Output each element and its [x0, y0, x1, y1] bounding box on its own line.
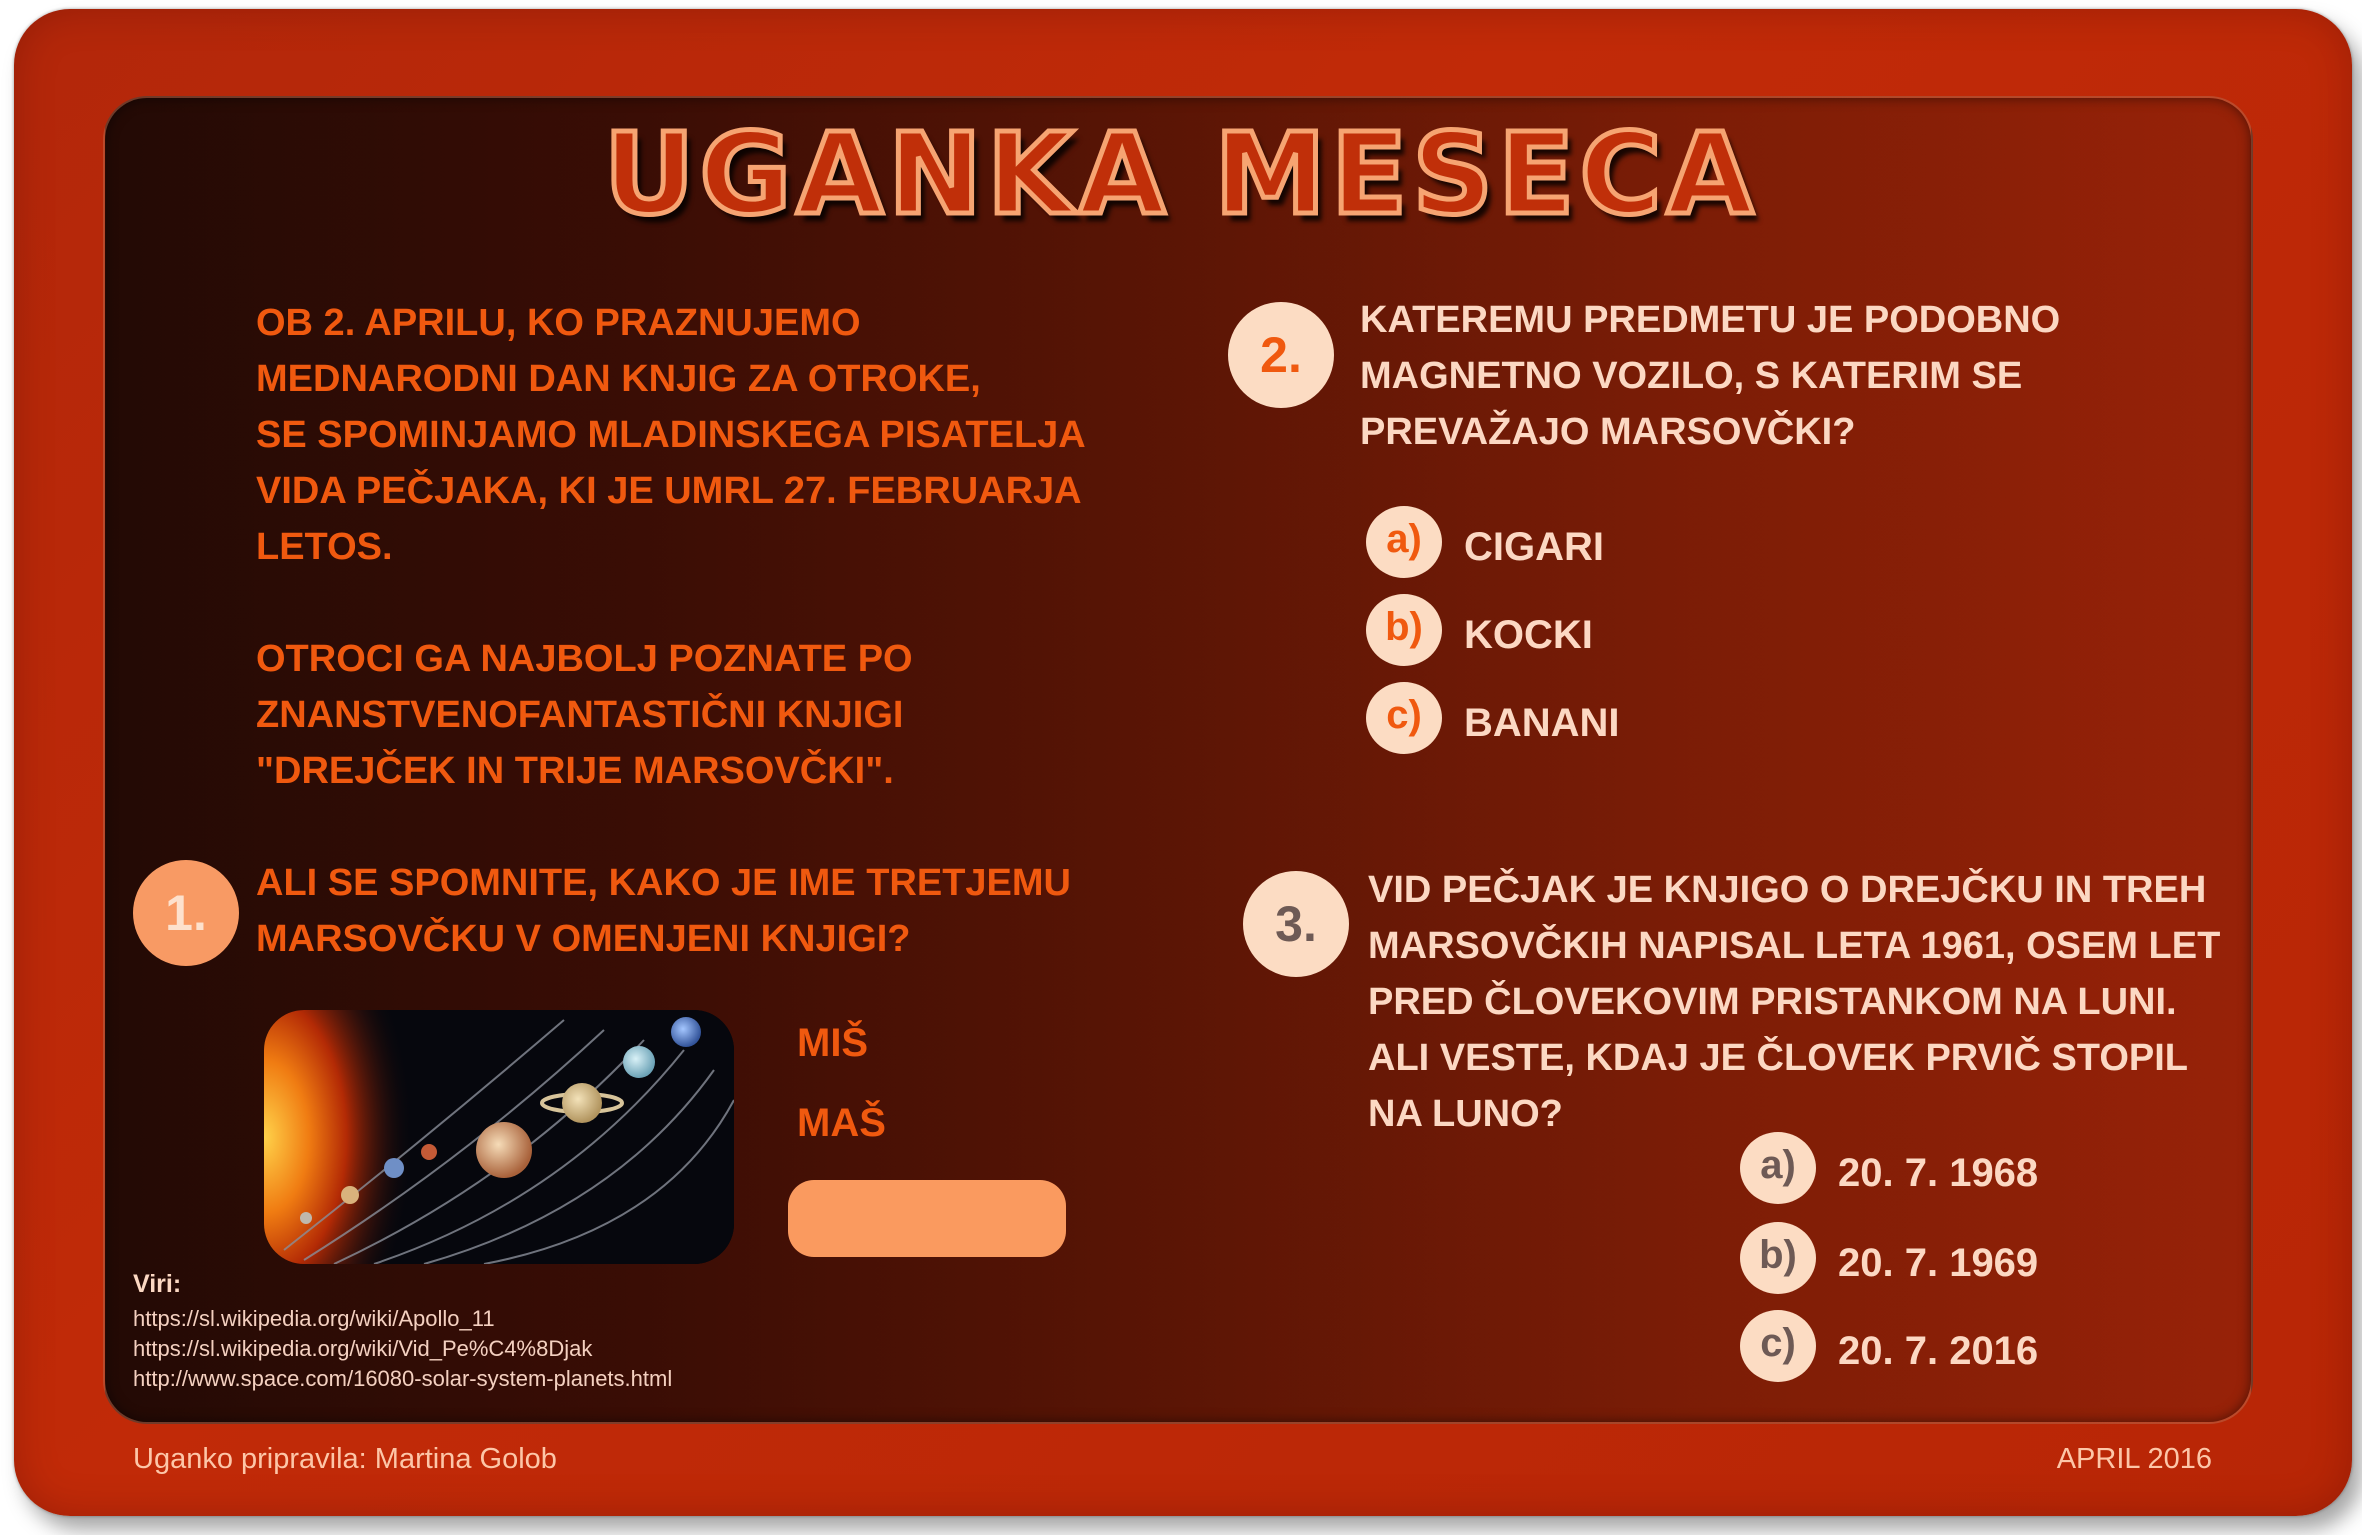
question-2-line: MAGNETNO VOZILO, S KATERIM SE — [1360, 355, 2023, 397]
option-c-badge: c) — [1740, 1310, 1816, 1382]
option-b-label: KOCKI — [1464, 613, 1593, 657]
intro-line: MEDNARODNI DAN KNJIG ZA OTROKE, — [256, 358, 981, 400]
question-2-line: PREVAŽAJO MARSOVČKI? — [1360, 411, 1856, 453]
sources-heading: Viri: — [133, 1270, 182, 1298]
question-2-line: KATEREMU PREDMETU JE PODOBNO — [1360, 299, 2061, 341]
source-link[interactable]: http://www.space.com/16080-solar-system-planets.html — [133, 1366, 673, 1391]
option-a-label: CIGARI — [1464, 525, 1604, 569]
intro-line: SE SPOMINJAMO MLADINSKEGA PISATELJA — [256, 414, 1086, 456]
intro-line: OB 2. APRILU, KO PRAZNUJEMO — [256, 302, 861, 344]
question-3-line: MARSOVČKIH NAPISAL LETA 1961, OSEM LET — [1368, 925, 2221, 967]
option-b-label: 20. 7. 1969 — [1838, 1241, 2039, 1285]
page-title: UGANKA MESECA — [603, 110, 1759, 240]
solar-system-image — [264, 1010, 734, 1264]
question-1-line: ALI SE SPOMNITE, KAKO JE IME TRETJEMU — [256, 862, 1071, 904]
author-credit: Uganko pripravila: Martina Golob — [133, 1443, 557, 1475]
question-1-line: MARSOVČKU V OMENJENI KNJIGI? — [256, 918, 911, 960]
question-3-line: NA LUNO? — [1368, 1093, 1563, 1135]
question-3-line: ALI VESTE, KDAJ JE ČLOVEK PRVIČ STOPIL — [1368, 1037, 2188, 1079]
intro-line: VIDA PEČJAKA, KI JE UMRL 27. FEBRUARJA — [256, 470, 1082, 512]
option-a-badge: a) — [1740, 1132, 1816, 1204]
question-3-line: PRED ČLOVEKOVIM PRISTANKOM NA LUNI. — [1368, 981, 2177, 1023]
date-label: APRIL 2016 — [2056, 1443, 2212, 1475]
option-a-label: 20. 7. 1968 — [1838, 1151, 2039, 1195]
question-3-number: 3. — [1243, 871, 1349, 977]
option-a-badge: a) — [1366, 506, 1442, 578]
option-b-badge: b) — [1740, 1222, 1816, 1294]
option-b-badge: b) — [1366, 594, 1442, 666]
intro-line: "DREJČEK IN TRIJE MARSOVČKI". — [256, 750, 894, 792]
question-1-number: 1. — [133, 860, 239, 966]
answer-box[interactable] — [788, 1180, 1066, 1257]
option-c-label: BANANI — [1464, 701, 1620, 745]
option-c-badge: c) — [1366, 682, 1442, 754]
question-3-line: VID PEČJAK JE KNJIGO O DREJČKU IN TREH — [1368, 869, 2207, 911]
source-link[interactable]: https://sl.wikipedia.org/wiki/Vid_Pe%C4%8Djak — [133, 1336, 593, 1361]
intro-line: LETOS. — [256, 526, 393, 568]
source-link[interactable]: https://sl.wikipedia.org/wiki/Apollo_11 — [133, 1306, 495, 1331]
option-c-label: 20. 7. 2016 — [1838, 1329, 2039, 1373]
name-option: MAŠ — [797, 1101, 886, 1145]
name-option: MIŠ — [797, 1021, 869, 1065]
intro-line: ZNANSTVENOFANTASTIČNI KNJIGI — [256, 694, 904, 736]
question-2-number: 2. — [1228, 302, 1334, 408]
intro-line: OTROCI GA NAJBOLJ POZNATE PO — [256, 638, 913, 680]
